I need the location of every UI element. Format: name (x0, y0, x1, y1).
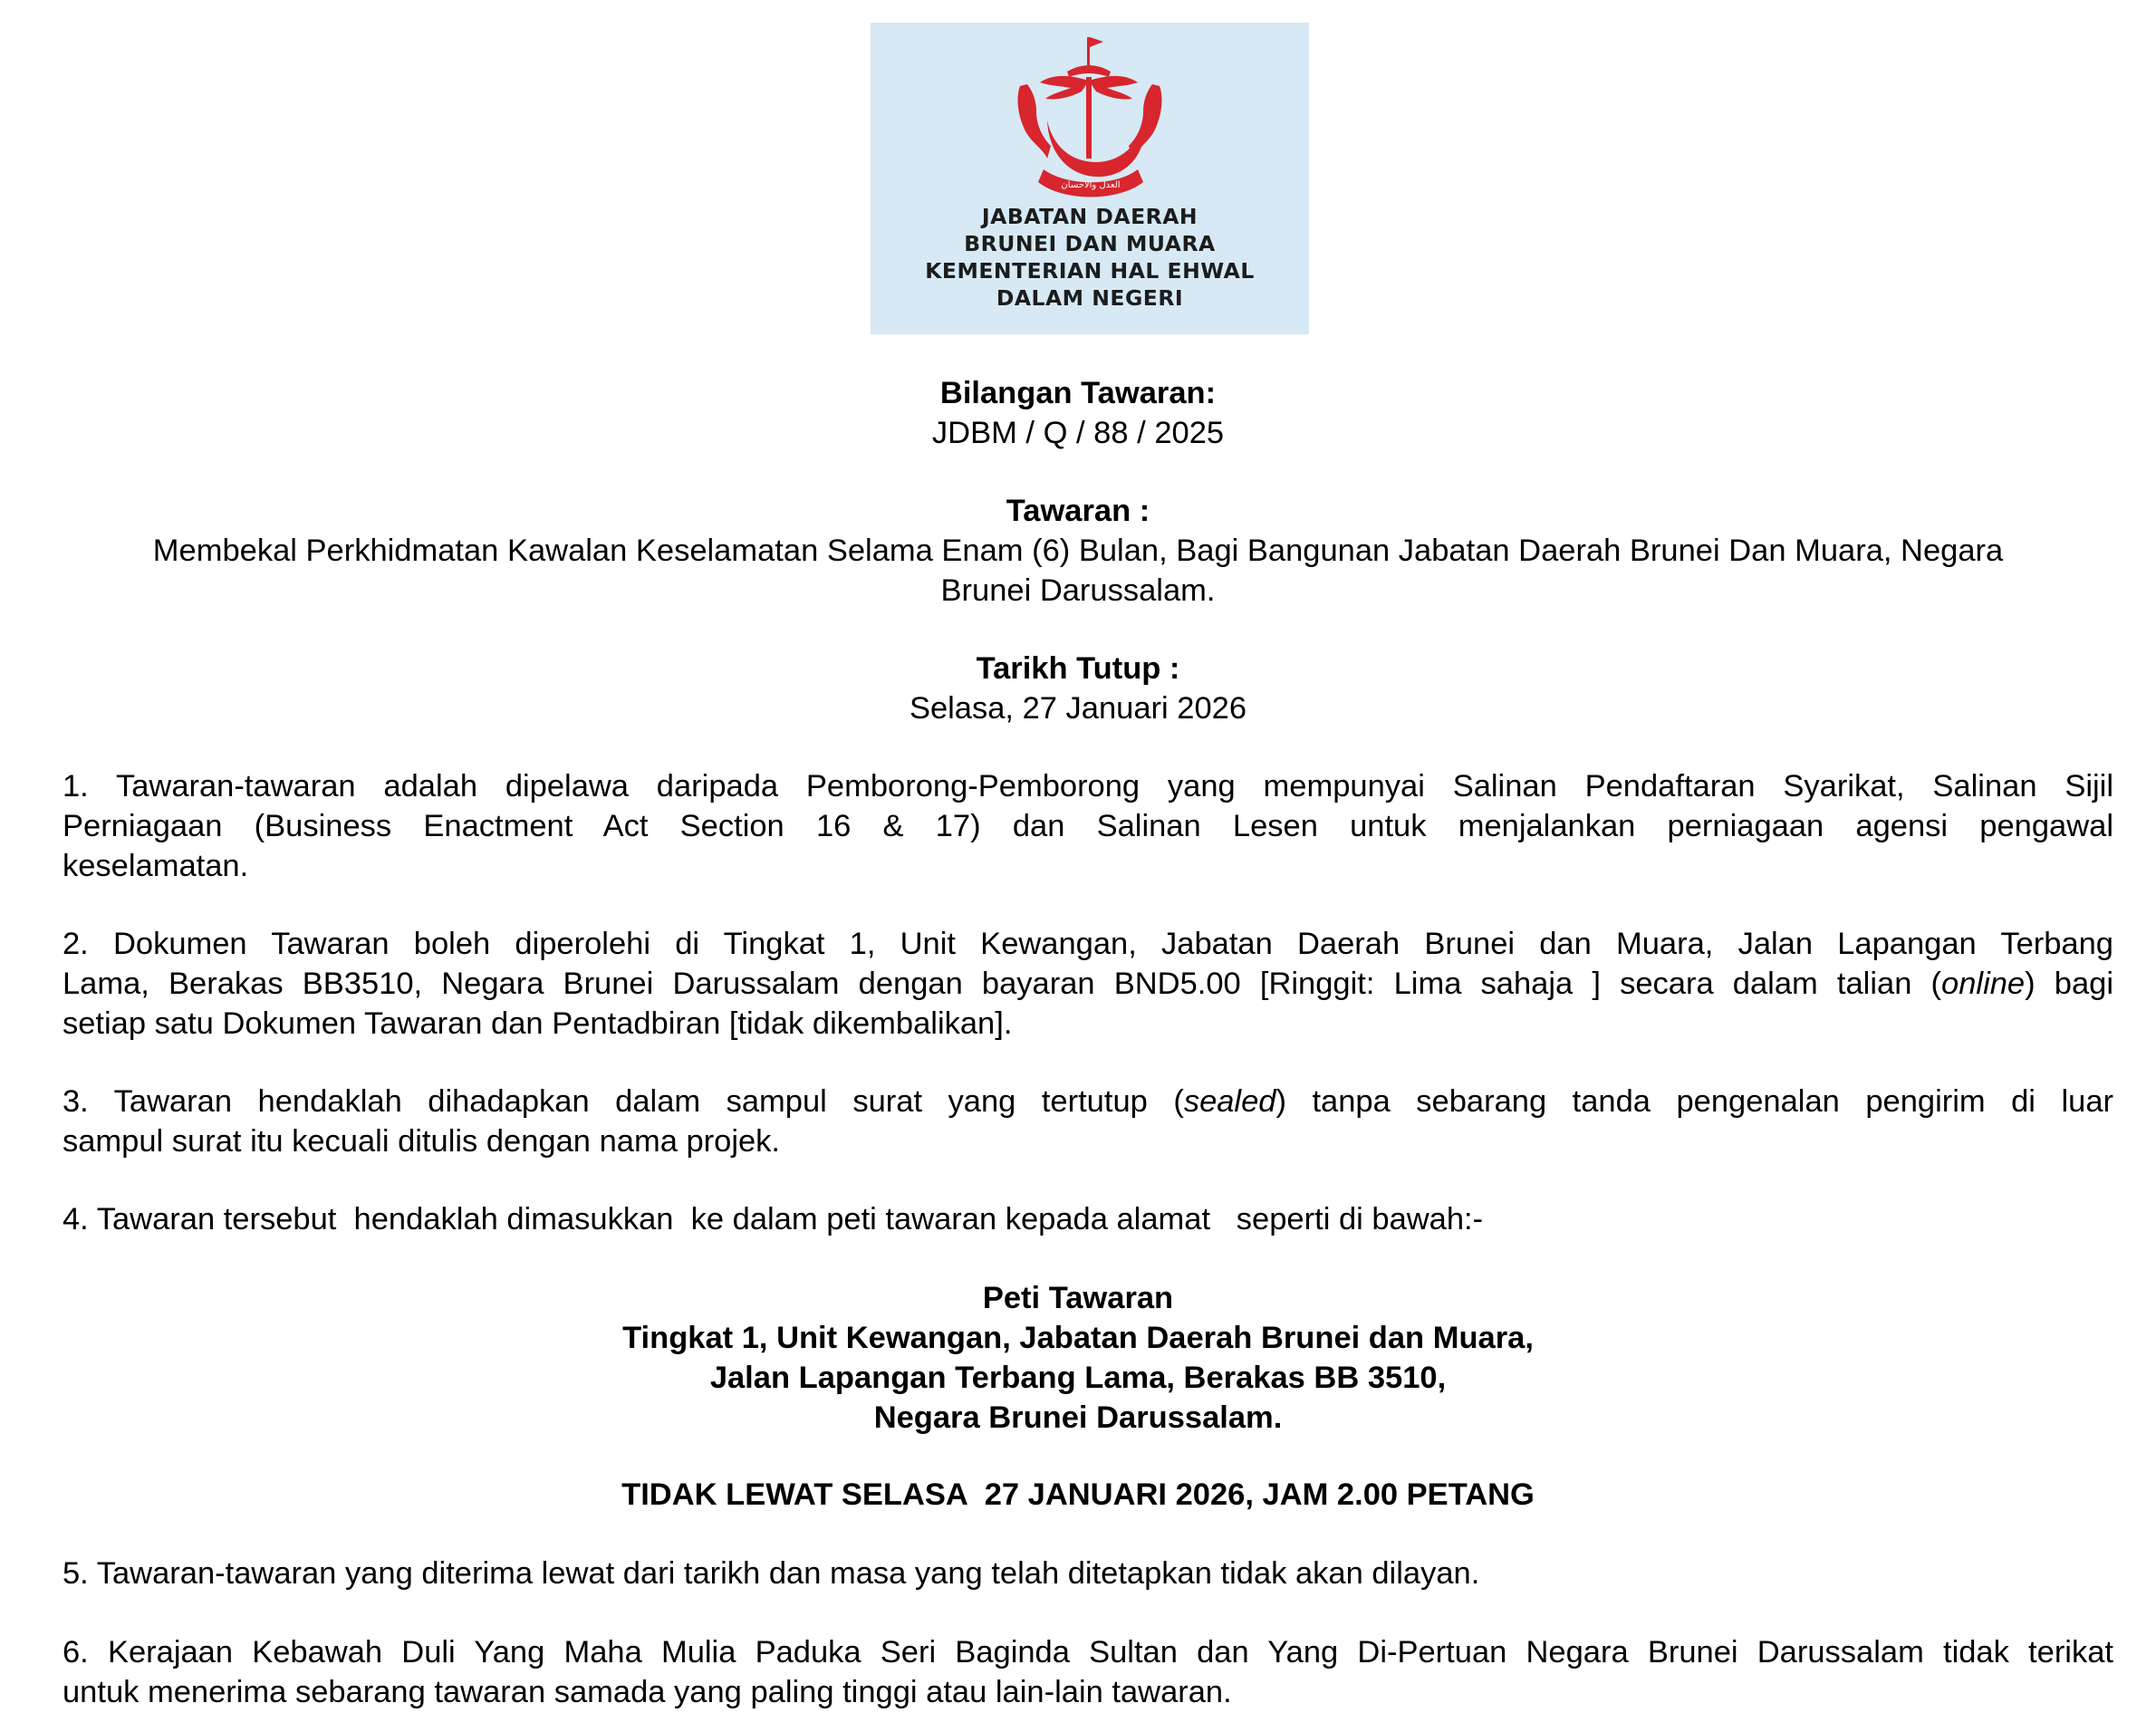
paragraph-2-line-2-c: ) bagi (2025, 967, 2113, 1001)
department-logo (871, 23, 1309, 334)
paragraph-2-line-3: setiap satu Dokumen Tawaran dan Pentadbiran [tidak dikembalikan]. (63, 1006, 1013, 1041)
sealed-term: sealed (1183, 1084, 1276, 1119)
address-line-2: Tingkat 1, Unit Kewangan, Jabatan Daerah Brunei dan Muara, (622, 1321, 1534, 1355)
tender-label: Tawaran : (1006, 494, 1150, 528)
paragraph-2-line-1: 2. Dokumen Tawaran boleh diperolehi di Tingkat 1, Unit Kewangan, Jabatan Daerah Brunei dan Muara, Jalan Lapangan Terbang (63, 927, 2113, 961)
brunei-crest-icon (993, 32, 1187, 209)
tender-block (54, 491, 2102, 611)
paragraph-4: 4. Tawaran tersebut hendaklah dimasukkan ke dalam peti tawaran kepada alamat seperti di bawah:- (63, 1202, 1484, 1236)
deadline-notice: TIDAK LEWAT SELASA 27 JANUARI 2026, JAM 2.00 PETANG (621, 1477, 1535, 1512)
paragraph-1 (63, 766, 2113, 886)
logo-line-1: JABATAN DAERAH (981, 204, 1198, 229)
tender-title-line-2: Brunei Darussalam. (940, 573, 1216, 608)
paragraph-6 (63, 1632, 2113, 1712)
paragraph-2-line-2 (63, 964, 2113, 1004)
address-block (54, 1278, 2102, 1438)
logo-text (871, 203, 1309, 312)
reference-value: JDBM / Q / 88 / 2025 (931, 416, 1225, 450)
closing-label: Tarikh Tutup : (976, 651, 1180, 686)
online-term: online (1941, 967, 2026, 1001)
paragraph-1-line-1: 1. Tawaran-tawaran adalah dipelawa daripada Pemborong-Pemborong yang mempunyai Salinan Pendaftaran Syarikat, Salinan Sijil (63, 769, 2113, 803)
logo-line-4: DALAM NEGERI (996, 285, 1184, 311)
closing-value: Selasa, 27 Januari 2026 (909, 691, 1247, 726)
paragraph-3 (63, 1082, 2113, 1161)
address-line-3: Jalan Lapangan Terbang Lama, Berakas BB 3510, (709, 1361, 1447, 1395)
reference-block (54, 373, 2102, 453)
crest-script: العدل والاحسان (1061, 180, 1121, 190)
paragraph-6-line-1: 6. Kerajaan Kebawah Duli Yang Maha Mulia Paduka Seri Baginda Sultan dan Yang Di-Pertuan Negara Brunei Darussalam tidak terikat (63, 1635, 2113, 1669)
paragraph-2 (63, 924, 2113, 1044)
paragraph-3-line-2: sampul surat itu kecuali ditulis dengan nama projek. (63, 1124, 781, 1159)
paragraph-1-line-2: Perniagaan (Business Enactment Act Section 16 & 17) dan Salinan Lesen untuk menjalankan perniagaan agensi pengawal (63, 809, 2113, 843)
reference-label: Bilangan Tawaran: (939, 376, 1217, 410)
address-line-1: Peti Tawaran (982, 1281, 1174, 1315)
logo-line-2: BRUNEI DAN MUARA (964, 231, 1216, 256)
paragraph-1-line-3: keselamatan. (63, 849, 249, 883)
paragraph-2-line-2-a: Lama, Berakas BB3510, Negara Brunei Darussalam dengan bayaran BND5.00 [Ringgit: Lima sahaja ] secara dalam talian ( (63, 967, 1942, 1001)
paragraph-3-line-1-a: 3. Tawaran hendaklah dihadapkan dalam sampul surat yang tertutup ( (63, 1084, 1184, 1119)
paragraph-3-line-1 (63, 1082, 2113, 1121)
paragraph-5: 5. Tawaran-tawaran yang diterima lewat dari tarikh dan masa yang telah ditetapkan tidak akan dilayan. (63, 1556, 1480, 1591)
logo-line-3: KEMENTERIAN HAL EHWAL (925, 258, 1255, 284)
closing-block (54, 649, 2102, 728)
address-line-4: Negara Brunei Darussalam. (873, 1400, 1283, 1435)
paragraph-3-line-1-c: ) tanpa sebarang tanda pengenalan pengirim di luar (1275, 1084, 2113, 1119)
paragraph-6-line-2: untuk menerima sebarang tawaran samada yang paling tinggi atau lain-lain tawaran. (63, 1675, 1232, 1709)
tender-title-line-1: Membekal Perkhidmatan Kawalan Keselamatan Selama Enam (6) Bulan, Bagi Bangunan Jabatan Daerah Brunei Dan Muara, Negara (152, 534, 2004, 568)
